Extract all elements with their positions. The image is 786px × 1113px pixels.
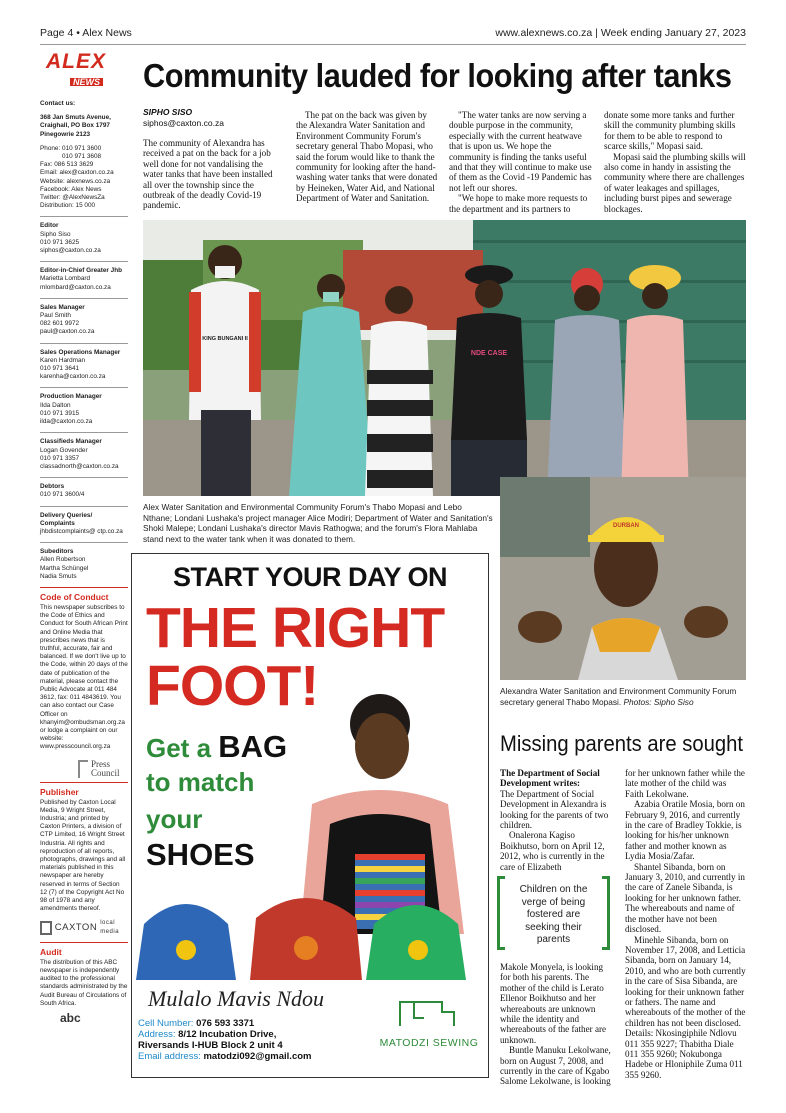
ad-line-2: THE RIGHT — [146, 596, 445, 660]
publisher-text: Published by Caxton Local Media, 9 Wright Street, Industria; and printed by Caxton Printers, a division of CTP Limited, 16 Wright Street Industria. All rights and reproduction of all reports, photographs, drawings and all materials published in this newspaper are hereby reserved in terms of Section 12 (7) of the Copyright Act No 98 of 1978 and any amendments thereof. — [40, 798, 126, 913]
cap-text: DURBAN — [613, 523, 639, 529]
audit-title: Audit — [40, 946, 62, 957]
staff-detail: Nadia Smuts — [40, 572, 77, 580]
staff-list — [40, 222, 128, 581]
article2-column-1b: Makole Monyela, is looking for both his parents. The mother of the child is Lerato Ellenor Boikhutso and her whereabouts are unknown while the identity and whereabouts of the father are unknown. Buntle Manuku Lekolwane, born on August 7, 2008, and currently in the care of Kgabo Salome Lekolwane, is looking — [500, 962, 611, 1087]
abc-logo: abc — [60, 1011, 81, 1026]
staff-entry — [40, 304, 128, 337]
sewing-machine-icon — [394, 994, 464, 1030]
advertisement — [131, 553, 489, 1078]
page-header-left: Page 4 • Alex News — [40, 27, 132, 39]
staff-detail: 082 601 9972 — [40, 320, 80, 328]
article2-column-1: The Department of Social Development writes: The Department of Social Development in Alexandra is looking for the parents of two children. Onalerona Kagiso Boikhutso, born on April 12, 2012, who is currently in the care of Elizabeth — [500, 768, 609, 872]
contact-details: Phone: 010 971 3600 010 971 3608 Fax: 086 513 3629 Email: alex@caxton.co.za Website: alexnews.co.za Facebook: Alex News Twitter: @AlexNewsZa Distribution: 15 000 — [40, 144, 114, 210]
divider — [40, 261, 128, 262]
staff-detail: 010 971 3915 — [40, 409, 80, 417]
article-column-3: "The water tanks are now serving a double purpose in the community, especially with the current heatwave that is upon us. We hope the community is finding the tanks useful and that they will continue to make use of them as the Covid -19 Pandemic has not left our shores. "We hope to make more requests to the department and its partners to — [449, 110, 592, 214]
staff-detail: jhbdistcomplaints@ ctp.co.za — [40, 527, 123, 535]
divider — [40, 387, 128, 388]
photo-caption-2: Alexandra Water Sanitation and Environment Community Forum secretary general Thabo Mopasi. Photos: Sipho Siso — [500, 686, 737, 707]
staff-detail: Martha Schüngel — [40, 564, 89, 572]
staff-role: Debtors — [40, 483, 65, 491]
divider — [40, 587, 128, 588]
staff-detail: Marietta Lombard — [40, 275, 91, 283]
ad-line-3: FOOT! — [146, 654, 319, 718]
ad-to-match: to match — [146, 767, 255, 797]
staff-entry — [40, 349, 128, 382]
staff-detail: Karen Hardman — [40, 356, 86, 364]
staff-role: Production Manager — [40, 393, 102, 401]
staff-entry — [40, 548, 128, 581]
staff-entry — [40, 438, 128, 471]
ad-your: your — [146, 804, 203, 834]
staff-role: Editor-in-Chief Greater Jhb — [40, 267, 123, 275]
ad-contact: Cell Number: 076 593 3371 Address: 8/12 Incubation Drive, Riversands I-HUB Block 2 unit 4 Email address: matodzi092@gmail.com — [138, 1018, 312, 1062]
staff-entry — [40, 483, 128, 499]
staff-role: Sales Operations Manager — [40, 348, 121, 356]
article-column-4: donate some more tanks and further skill the community plumbing skills for them to be able to respond to scarce skills," Mopasi said. Mopasi said the plumbing skills will also come in handy in assisting the community where there are challenges of water leakages and spillages, including burst pipes and sewerage blockages. — [604, 110, 746, 214]
ad-line-1: START YOUR DAY ON — [172, 562, 448, 592]
divider — [40, 782, 128, 783]
staff-role: Subeditors — [40, 548, 74, 556]
press-council-logo: Press Council — [78, 760, 128, 778]
staff-detail: 010 971 3625 — [40, 238, 80, 246]
ad-shoes: SHOES — [146, 837, 255, 872]
logo-alex: ALEX — [46, 50, 107, 73]
masthead-sidebar — [40, 50, 128, 1026]
conduct-title: Code of Conduct — [40, 591, 109, 602]
staff-entry — [40, 267, 128, 292]
staff-role: Sales Manager — [40, 303, 85, 311]
shirt-text: KING BUNGANI II — [202, 336, 248, 342]
thabo-mopasi-photo — [500, 477, 746, 680]
staff-detail: Allen Robertson — [40, 556, 86, 564]
ad-signature: Mulalo Mavis Ndou — [148, 986, 324, 1011]
divider — [40, 942, 128, 943]
staff-role: Classifieds Manager — [40, 438, 102, 446]
divider — [40, 216, 128, 217]
shirt-text: NDE CASE — [470, 350, 508, 357]
divider — [40, 343, 128, 344]
staff-detail: Logan Govender — [40, 446, 88, 454]
staff-detail: siphos@caxton.co.za — [40, 247, 101, 255]
staff-detail: Sipho Siso — [40, 230, 71, 238]
article-column-2: The pat on the back was given by the Alexandra Water Sanitation and Environment Community Forum's secretary general Thabo Mopasi, who said the forum would like to thank the community for looking after the hand-washing water tanks that were donated by Heineken, Water Aid, and National Department of Water and Sanitation. — [296, 110, 438, 204]
staff-entry — [40, 393, 128, 426]
ad-bags-photo — [136, 884, 486, 984]
staff-detail: 010 971 3641 — [40, 365, 80, 373]
staff-detail: Paul Smith — [40, 312, 71, 320]
address: 368 Jan Smuts Avenue, Craighall, PO Box 1797 Pinegowrie 2123 — [40, 114, 111, 138]
staff-detail: ilda@caxton.co.za — [40, 418, 93, 426]
conduct-text: This newspaper subscribes to the Code of Ethics and Conduct for South African Print and Online Media that prescribes news that is truthful, accurate, fair and balanced. If we don't live up to the Code, within 20 days of the date of publication of the material, please contact the Public Advocate at 011 484 3612, fax: 011 4843619. You can also contact our Case Officer on khanyim@ombudsman.org.za or lodge a complaint on our website: www.presscouncil.org.za — [40, 603, 128, 751]
article-column-1: The community of Alexandra has received a pat on the back for a job well done for not vandalising the water tanks that have been installed all over the township since the outbreak of the deadly Covid-19 pandemic. — [143, 138, 273, 211]
staff-entry — [40, 512, 128, 537]
logo-news: NEWS — [70, 78, 103, 86]
header-rule — [40, 44, 746, 45]
audit-text: The distribution of this ABC newspaper is independently audited to the professional standards administrated by the Audit Bureau of Circulations of South Africa. — [40, 958, 128, 1007]
ad-get-a-bag: Get a BAG — [146, 729, 288, 764]
divider — [40, 477, 128, 478]
divider — [40, 506, 128, 507]
article-headline: Community lauded for looking after tanks — [143, 57, 732, 94]
divider — [40, 432, 128, 433]
photo-caption: Alex Water Sanitation and Environmental Community Forum's Thabo Mopasi and Lebo Nthane; Londani Lushaka's project manager Alice Modiri; Department of Water and Sanitation's Shoki Malepe; Londani Lushaka's director Mavis Rathogwa; and the forum's Flora Mahlaba stand next to the water tank when it was donated to them. — [143, 502, 493, 544]
staff-detail: Ilda Dalton — [40, 401, 71, 409]
byline: SIPHO SISO siphos@caxton.co.za — [143, 107, 224, 128]
staff-role: Editor — [40, 222, 59, 230]
staff-detail: classadnorth@caxton.co.za — [40, 462, 119, 470]
group-photo — [143, 220, 746, 496]
staff-detail: 010 971 3600/4 — [40, 491, 85, 499]
page-header-right: www.alexnews.co.za | Week ending January 27, 2023 — [495, 27, 746, 39]
divider — [40, 298, 128, 299]
staff-detail: 010 971 3357 — [40, 454, 80, 462]
staff-detail: paul@caxton.co.za — [40, 328, 95, 336]
staff-detail: karenha@caxton.co.za — [40, 373, 106, 381]
publisher-title: Publisher — [40, 786, 79, 797]
alex-news-logo — [40, 52, 116, 94]
article2-column-2: for her unknown father while the late mother of the child was Faith Lekolwane. Azabia Oratile Mosia, born on February 9, 2016, and currently in the care of Bradley Tokkie, is looking for his/her unknown father and mother known as Lydia Mosia/Zafar. Shantel Sibanda, born on January 3, 2010, and currently in the care of Zanele Sibanda, is looking for her unknown father. The whereabouts and name of the mother have not been disclosed. Minehle Sibanda, born on November 17, 2008, and Letticia Sibanda, born on January 14, 2010, and who are both currently in the care of Sisa Sibanda, are looking for their unknown father or fathers. The name and whereabouts of the mother of the children has not been disclosed. Details: Nkosingiphile Ndlovu 011 355 9227; Thabitha Diale 011 355 9260; Nokubonga Hadebe or Hloniphile Zuma 011 355 9260. — [625, 768, 746, 1080]
matodzi-sewing-logo: MATODZI SEWING — [379, 994, 479, 1049]
divider — [40, 542, 128, 543]
staff-role: Delivery Queries/ Complaints — [40, 511, 93, 527]
caxton-logo: CAXTON local media — [40, 919, 128, 935]
contact-title: Contact us: — [40, 100, 76, 107]
pull-quote: Children on the verge of being fostered are seeking their parents — [497, 876, 610, 950]
staff-detail: mlombard@caxton.co.za — [40, 283, 111, 291]
article2-headline: Missing parents are sought — [500, 731, 744, 756]
staff-entry — [40, 222, 128, 255]
